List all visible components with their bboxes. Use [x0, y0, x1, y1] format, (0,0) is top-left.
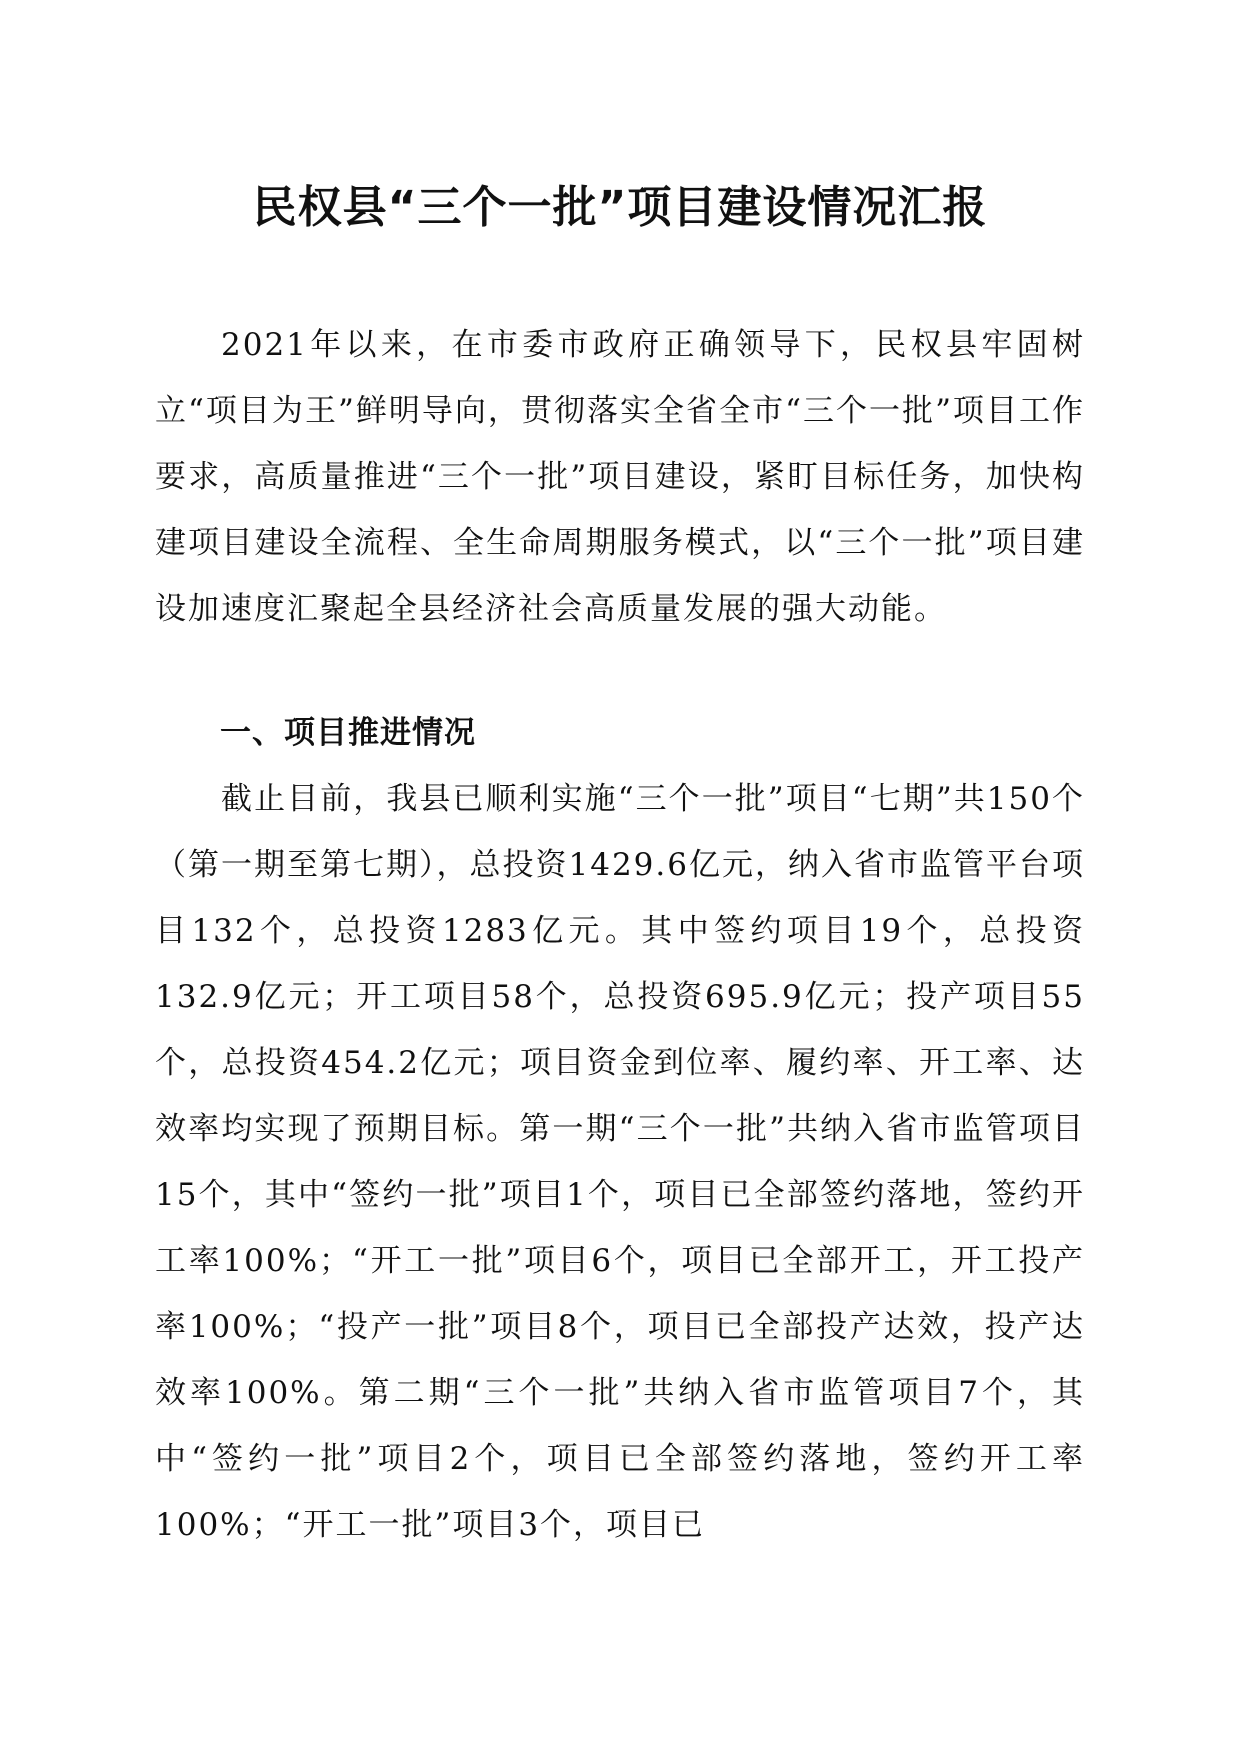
progress-paragraph-text: 截止目前，我县已顺利实施“三个一批”项目“七期”共150个（第一期至第七期），总投资1429.6亿元，纳入省市监管平台项目132个，总投资1283亿元。其中签约项目19个，总投资132.9亿元；开工项目58个，总投资695.9亿元；投产项目55个，总投资454.2亿元；项目资金到位率、履约率、开工率、达效率均实现了预期目标。第一期“三个一批”共纳入省市监管项目15个，其中“签约一批”项目1个，项目已全部签约落地，签约开工率100%；“开工一批”项目6个，项目已全部开工，开工投产率100%；“投产一批”项目8个，项目已全部投产达效，投产达效率100%。第二期“三个一批”共纳入省市监管项目7个，其中“签约一批”项目2个，项目已全部签约落地，签约开工率100%；“开工一批”项目3个，项目已 — [155, 781, 1085, 1543]
intro-paragraph-text: 2021年以来，在市委市政府正确领导下，民权县牢固树立“项目为王”鲜明导向，贯彻落实全省全市“三个一批”项目工作要求，高质量推进“三个一批”项目建设，紧盯目标任务，加快构建项目建设全流程、全生命周期服务模式，以“三个一批”项目建设加速度汇聚起全县经济社会高质量发展的强大动能。 — [155, 327, 1085, 627]
progress-paragraph — [155, 766, 1085, 1558]
section-heading: 一、项目推进情况 — [220, 715, 476, 751]
document-title: 民权县“三个一批”项目建设情况汇报 — [252, 182, 988, 233]
intro-paragraph — [155, 312, 1085, 642]
